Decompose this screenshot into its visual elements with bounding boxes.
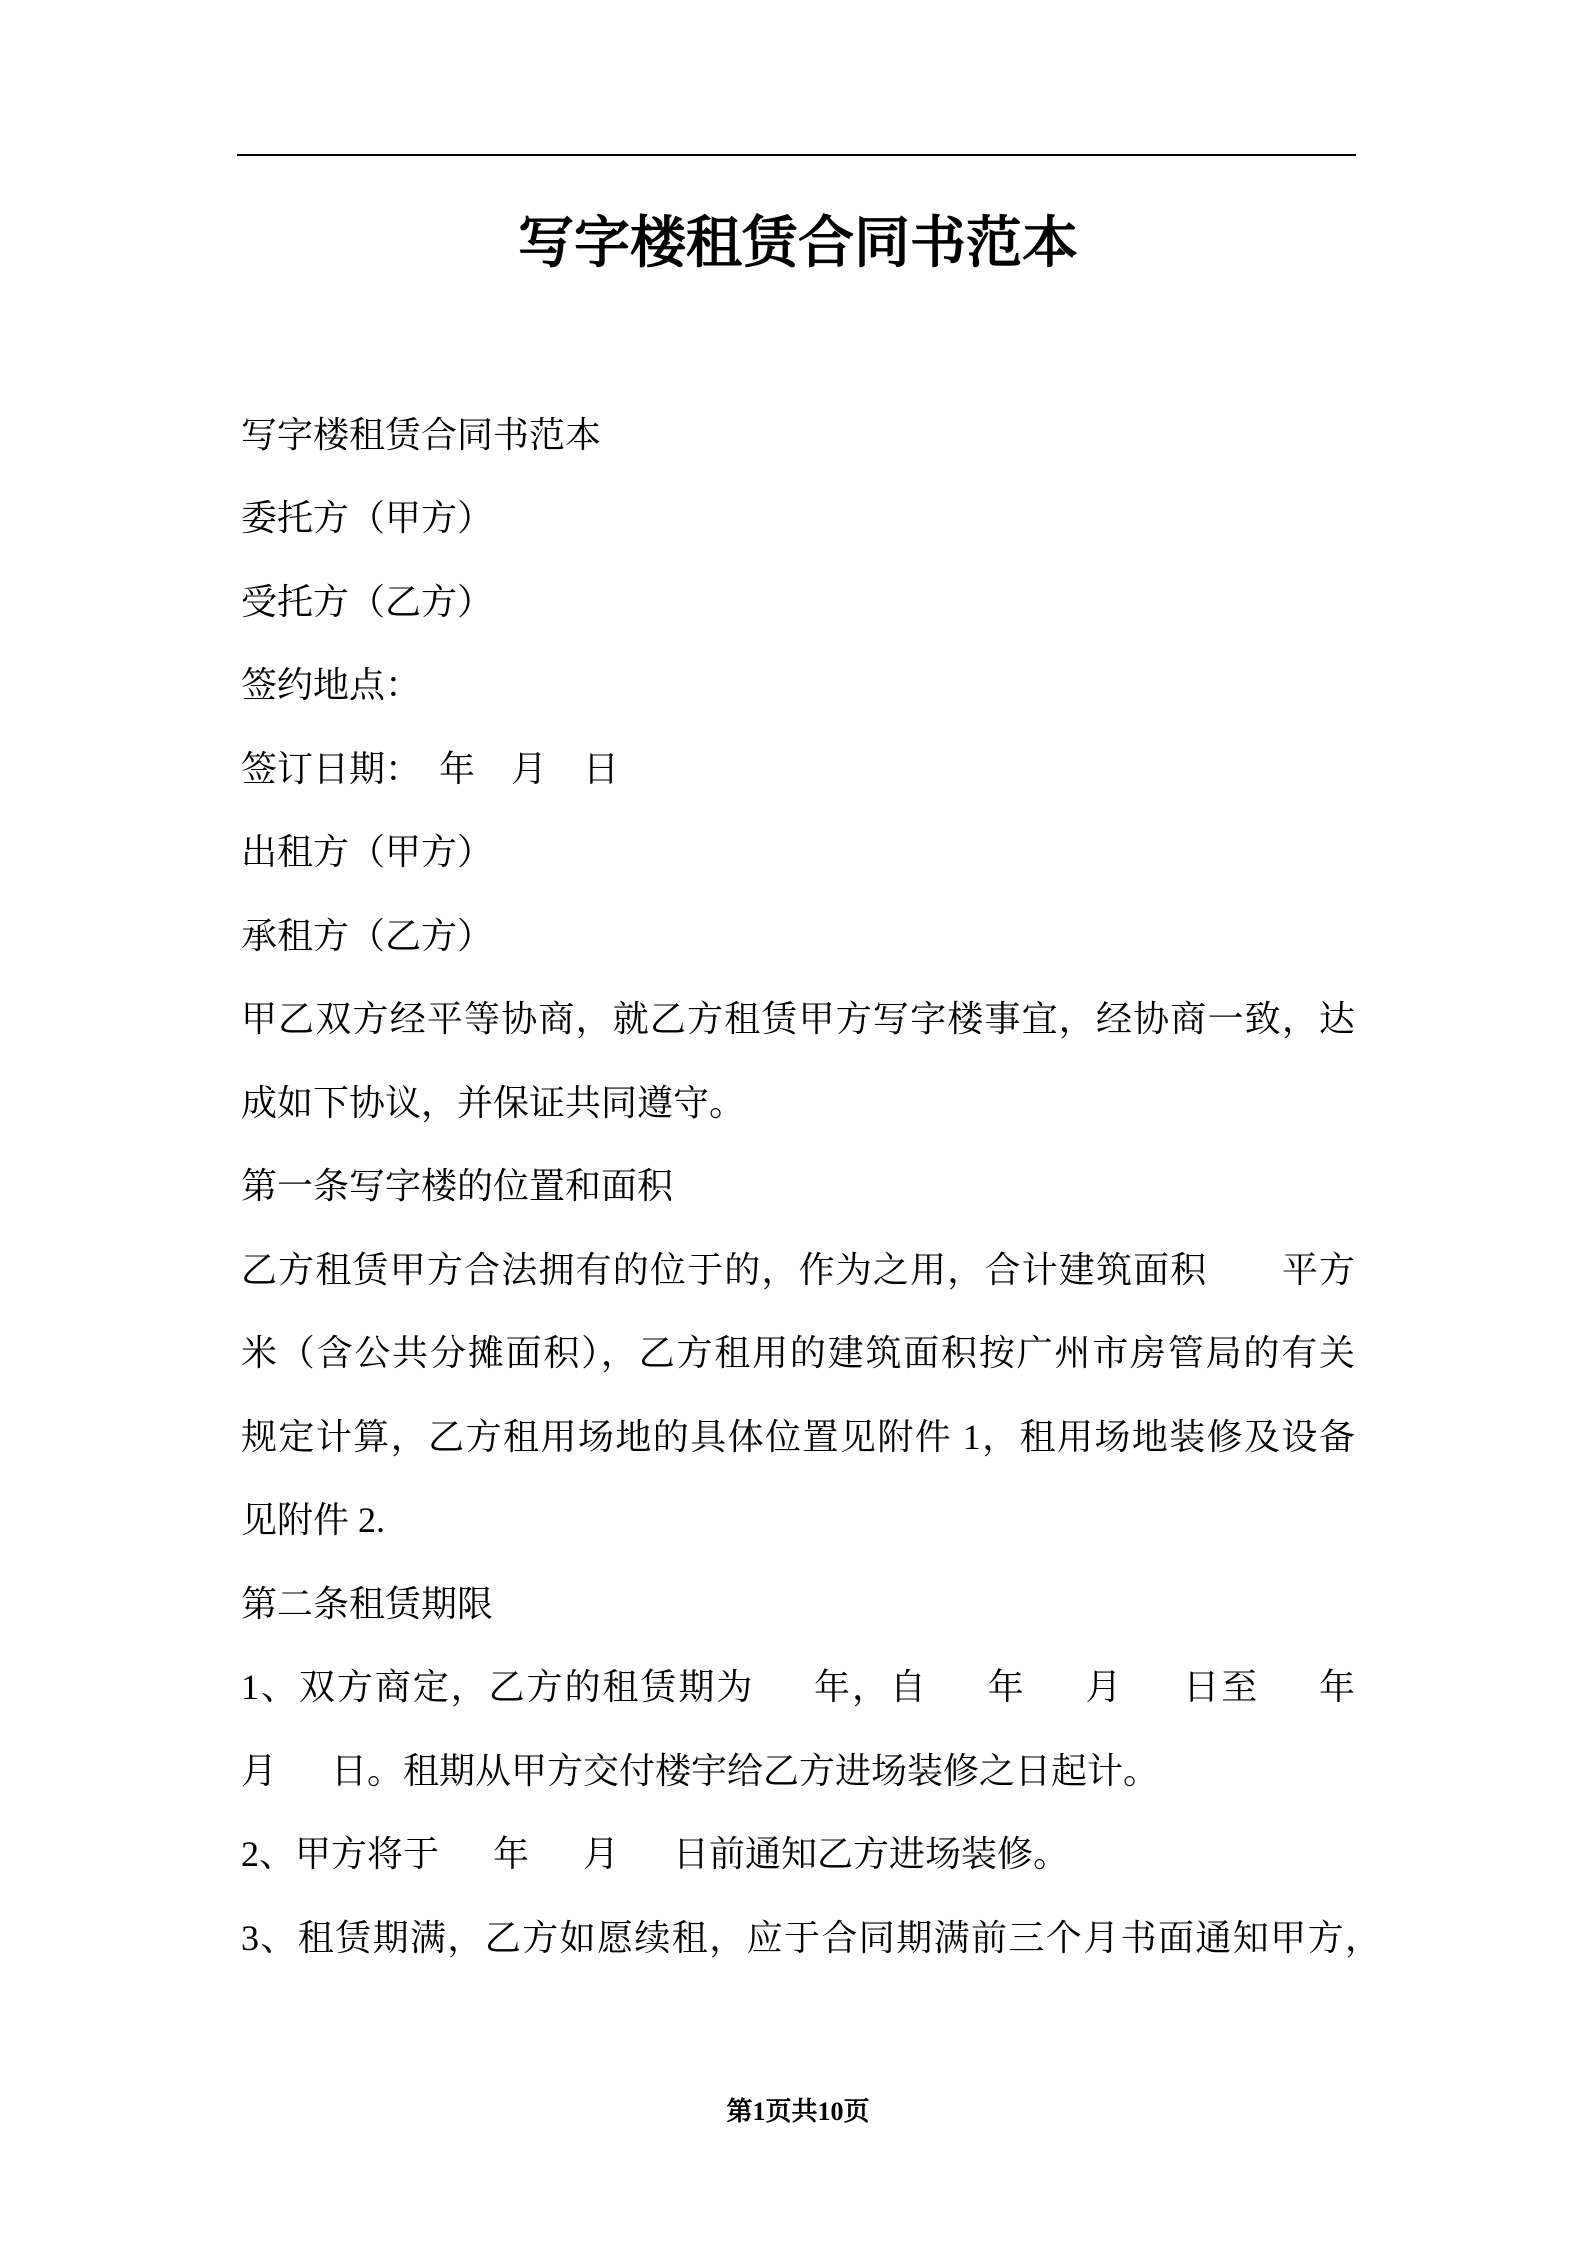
clause-2-heading: 第二条租赁期限 xyxy=(241,1583,494,1624)
preamble-line-1: 甲乙双方经平等协商，就乙方租赁甲方写字楼事宜，经协商一致，达 xyxy=(241,999,1355,1039)
clause-1-heading: 第一条写字楼的位置和面积 xyxy=(241,1166,674,1206)
subtitle-line: 写字楼租赁合同书范本 xyxy=(241,414,602,455)
document-title: 写字楼租赁合同书范本 xyxy=(518,211,1078,276)
clause-1-text-line-4: 见附件 2. xyxy=(241,1500,386,1540)
lessor-line: 出租方（甲方） xyxy=(241,832,494,872)
lessee-line: 承租方（乙方） xyxy=(241,915,494,956)
header-rule xyxy=(237,154,1356,156)
clause-1-text-line-3: 规定计算，乙方租用场地的具体位置见附件 1，租用场地装修及设备 xyxy=(241,1416,1355,1457)
clause-2-item-1-line-1: 1、双方商定，乙方的租赁期为 年，自 年 月 日至 年 xyxy=(241,1667,1355,1707)
clause-1-text-line-1: 乙方租赁甲方合法拥有的位于的，作为之用，合计建筑面积 平方 xyxy=(241,1249,1355,1290)
clause-1-text-line-2: 米（含公共分摊面积），乙方租用的建筑面积按广州市房管局的有关 xyxy=(241,1333,1355,1373)
clause-2-item-1-line-2: 月 日。租期从甲方交付楼宇给乙方进场装修之日起计。 xyxy=(241,1750,1160,1791)
preamble-line-2: 成如下协议，并保证共同遵守。 xyxy=(241,1082,746,1123)
signing-date-line: 签订日期： 年 月 日 xyxy=(241,748,620,789)
principal-party-line: 委托方（甲方） xyxy=(241,498,494,538)
signing-place-line: 签约地点： xyxy=(241,665,422,705)
clause-2-item-3-line: 3、租赁期满，乙方如愿续租，应于合同期满前三个月书面通知甲方， xyxy=(241,1917,1381,1958)
clause-2-item-2-line: 2、甲方将于 年 月 日前通知乙方进场装修。 xyxy=(241,1834,1070,1874)
page-indicator: 第1页共10页 xyxy=(726,2097,870,2126)
agent-party-line: 受托方（乙方） xyxy=(241,581,494,622)
document-body xyxy=(241,394,1381,1981)
